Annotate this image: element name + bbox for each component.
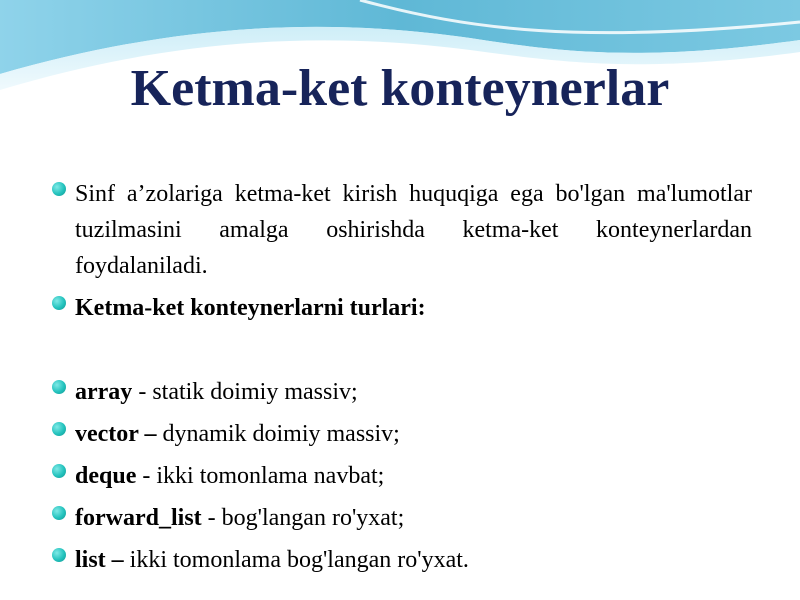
container-separator: - [136, 463, 157, 489]
bullet-intro [50, 176, 752, 284]
container-description: ikki tomonlama navbat; [156, 463, 385, 489]
teal-dot-bullet-icon [52, 182, 66, 196]
teal-dot-bullet-icon [52, 548, 66, 562]
teal-dot-bullet-icon [52, 422, 66, 436]
container-description: ikki tomonlama bog'langan ro'yxat. [129, 547, 469, 573]
container-name: forward_list [75, 505, 202, 531]
teal-dot-bullet-icon [52, 506, 66, 520]
bullet-vector [50, 416, 752, 452]
container-separator: - [132, 379, 153, 405]
teal-dot-bullet-icon [52, 380, 66, 394]
types-heading: Ketma-ket konteynerlarni turlari: [75, 295, 426, 321]
container-description: bog'langan ro'yxat; [221, 505, 405, 531]
bullet-array [50, 374, 752, 410]
container-name: array [75, 379, 133, 405]
container-description: statik doimiy massiv; [152, 379, 358, 405]
bullet-types-heading [50, 290, 752, 326]
container-name: vector [75, 421, 139, 447]
slide-title: Ketma-ket konteynerlar [130, 60, 670, 117]
container-separator: – [105, 547, 130, 573]
container-separator: - [201, 505, 222, 531]
container-name: deque [75, 463, 137, 489]
bullet-list-type [50, 542, 752, 578]
container-description: dynamik doimiy massiv; [162, 421, 400, 447]
bullet-list [50, 176, 752, 578]
teal-dot-bullet-icon [52, 296, 66, 310]
container-separator: – [138, 421, 163, 447]
container-name: list [75, 547, 106, 573]
teal-dot-bullet-icon [52, 464, 66, 478]
bullet-forward-list [50, 500, 752, 536]
bullet-deque [50, 458, 752, 494]
intro-text: Sinf a’zolariga ketma-ket kirish huquqiga ega bo'lgan ma'lumotlar tuzilmasini amalga oshirishda ketma-ket konteynerlardan foydalaniladi. [75, 181, 752, 279]
